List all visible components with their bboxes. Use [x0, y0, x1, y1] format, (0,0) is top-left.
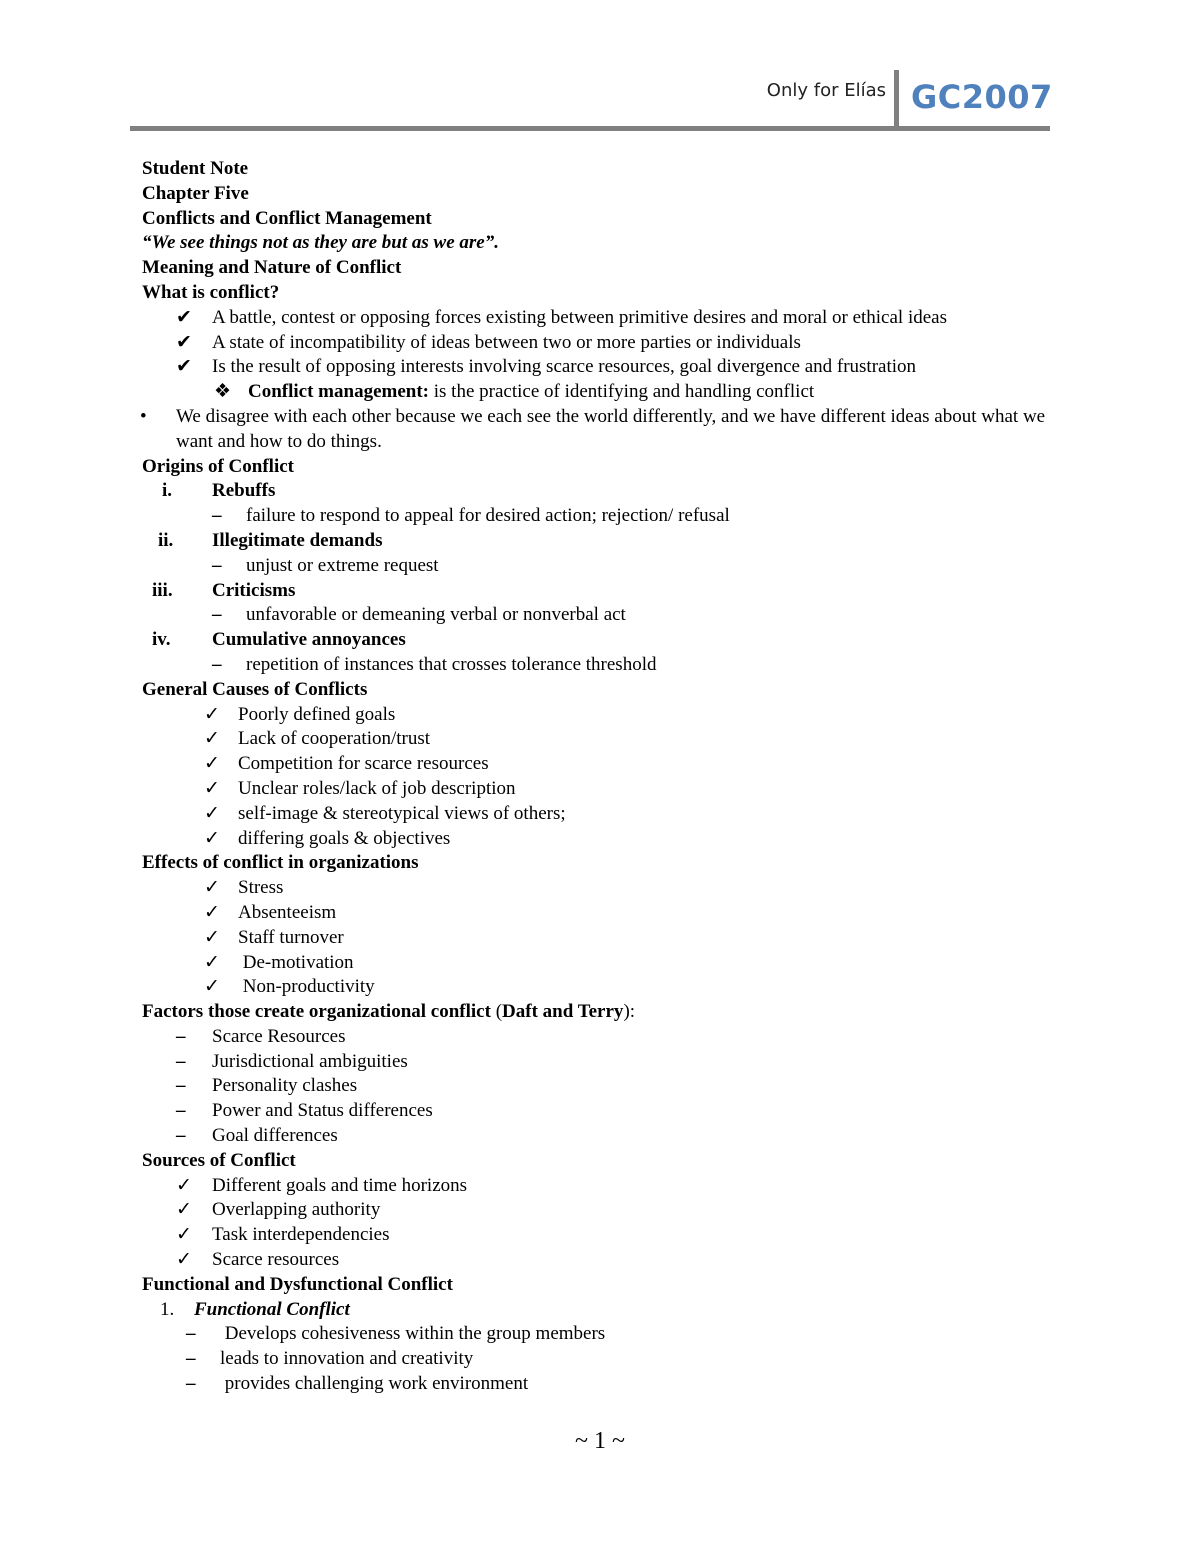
check-icon: ✓: [204, 777, 220, 799]
factors-heading: Factors those create organizational conflict (Daft and Terry):: [142, 1001, 636, 1023]
list-item: ✓ De-motivation: [142, 951, 1072, 976]
list-item: ✔ Is the result of opposing interests involving scarce resources, goal divergence and frustration: [142, 355, 1072, 380]
dash-icon: –: [186, 1348, 196, 1370]
list-item: – Develops cohesiveness within the group members: [142, 1322, 1072, 1347]
check-icon: ✓: [204, 827, 220, 849]
check-icon: ✓: [204, 901, 220, 923]
list-item: ii. Illegitimate demands: [158, 529, 383, 551]
check-icon: ✓: [204, 753, 220, 775]
topic-title: Conflicts and Conflict Management: [142, 207, 432, 229]
list-item: ✔ A state of incompatibility of ideas between two or more parties or individuals: [142, 331, 1072, 356]
dash-icon: –: [176, 1125, 186, 1147]
causes-heading: General Causes of Conflicts: [142, 678, 368, 700]
list-item: – unfavorable or demeaning verbal or nonverbal act: [142, 603, 1072, 628]
dash-icon: –: [176, 1100, 186, 1122]
dash-icon: –: [212, 653, 222, 675]
conflict-management-definition: is the practice of identifying and handling conflict: [429, 381, 815, 403]
list-item: – failure to respond to appeal for desired action; rejection/ refusal: [142, 504, 1072, 529]
list-item: ✓ self-image & stereotypical views of others;: [142, 802, 1072, 827]
header-owner: Only for Elías: [766, 80, 886, 101]
list-item: – repetition of instances that crosses tolerance threshold: [142, 653, 1072, 678]
list-item: ✓ Stress: [142, 876, 1072, 901]
dash-icon: –: [212, 505, 222, 527]
meaning-question: What is conflict?: [142, 281, 280, 303]
dash-icon: –: [212, 554, 222, 576]
list-item: ✓ Scarce resources: [142, 1248, 1072, 1273]
list-item: iii. Criticisms: [152, 579, 296, 601]
check-icon: ✓: [204, 728, 220, 750]
note-body: [142, 157, 1072, 1397]
header-code: GC2007: [911, 78, 1053, 116]
list-item: i. Rebuffs: [162, 480, 276, 502]
list-item: – Personality clashes: [142, 1074, 1072, 1099]
conflict-management-term: Conflict management:: [248, 381, 429, 403]
page-number: ~ 1 ~: [575, 1428, 625, 1454]
list-item: iv. Cumulative annoyances: [152, 629, 406, 651]
list-item: ✓ Lack of cooperation/trust: [142, 727, 1072, 752]
bullet-icon: •: [140, 405, 147, 427]
list-item: – provides challenging work environment: [142, 1372, 1072, 1397]
functional-heading: Functional and Dysfunctional Conflict: [142, 1273, 453, 1295]
dash-icon: –: [176, 1025, 186, 1047]
dash-icon: –: [176, 1075, 186, 1097]
list-item: ✔ A battle, contest or opposing forces existing between primitive desires and moral or ethical ideas: [142, 306, 1072, 331]
check-heavy-icon: ✔: [176, 356, 192, 378]
note-title: Student Note: [142, 158, 249, 179]
check-icon: ✓: [176, 1174, 192, 1196]
check-icon: ✓: [176, 1249, 192, 1271]
dash-icon: –: [186, 1323, 196, 1345]
check-icon: ✓: [204, 976, 220, 998]
quote: “We see things not as they are but as we are”.: [142, 232, 499, 254]
list-item: ✓ Non-productivity: [142, 975, 1072, 1000]
header-rule: [130, 126, 1050, 131]
dash-icon: –: [176, 1050, 186, 1072]
list-item: ✓ Poorly defined goals: [142, 703, 1072, 728]
check-icon: ✓: [204, 926, 220, 948]
list-item: ✓ Task interdependencies: [142, 1223, 1072, 1248]
dash-icon: –: [212, 604, 222, 626]
list-item: – Power and Status differences: [142, 1099, 1072, 1124]
header-divider: [894, 70, 899, 126]
list-item: ✓ Absenteeism: [142, 901, 1072, 926]
check-icon: ✓: [176, 1199, 192, 1221]
list-item: – Jurisdictional ambiguities: [142, 1050, 1072, 1075]
list-item: ✓ differing goals & objectives: [142, 827, 1072, 852]
origins-heading: Origins of Conflict: [142, 455, 294, 477]
list-item: [142, 380, 1072, 405]
sources-heading: Sources of Conflict: [142, 1149, 296, 1171]
list-item: • We disagree with each other because we each see the world differently, and we have different ideas about what we want and how to do things.: [140, 405, 1046, 452]
list-item: ✓ Competition for scarce resources: [142, 752, 1072, 777]
list-item: – leads to innovation and creativity: [142, 1347, 1072, 1372]
effects-heading: Effects of conflict in organizations: [142, 852, 419, 874]
four-diamond-icon: ❖: [214, 381, 232, 403]
check-icon: ✓: [204, 951, 220, 973]
check-icon: ✓: [204, 703, 220, 725]
list-item: 1. Functional Conflict: [160, 1298, 350, 1320]
list-item: – Goal differences: [142, 1124, 1072, 1149]
check-icon: ✓: [176, 1224, 192, 1246]
list-item: – Scarce Resources: [142, 1025, 1072, 1050]
check-icon: ✓: [204, 802, 220, 824]
list-item: ✓ Overlapping authority: [142, 1198, 1072, 1223]
check-heavy-icon: ✔: [176, 306, 192, 328]
check-icon: ✓: [204, 877, 220, 899]
list-item: ✓ Different goals and time horizons: [142, 1174, 1072, 1199]
dash-icon: –: [186, 1373, 196, 1395]
chapter-label: Chapter Five: [142, 182, 249, 204]
list-item: ✓ Unclear roles/lack of job description: [142, 777, 1072, 802]
list-item: ✓ Staff turnover: [142, 926, 1072, 951]
meaning-heading: Meaning and Nature of Conflict: [142, 257, 402, 279]
list-item: – unjust or extreme request: [142, 554, 1072, 579]
check-heavy-icon: ✔: [176, 331, 192, 353]
